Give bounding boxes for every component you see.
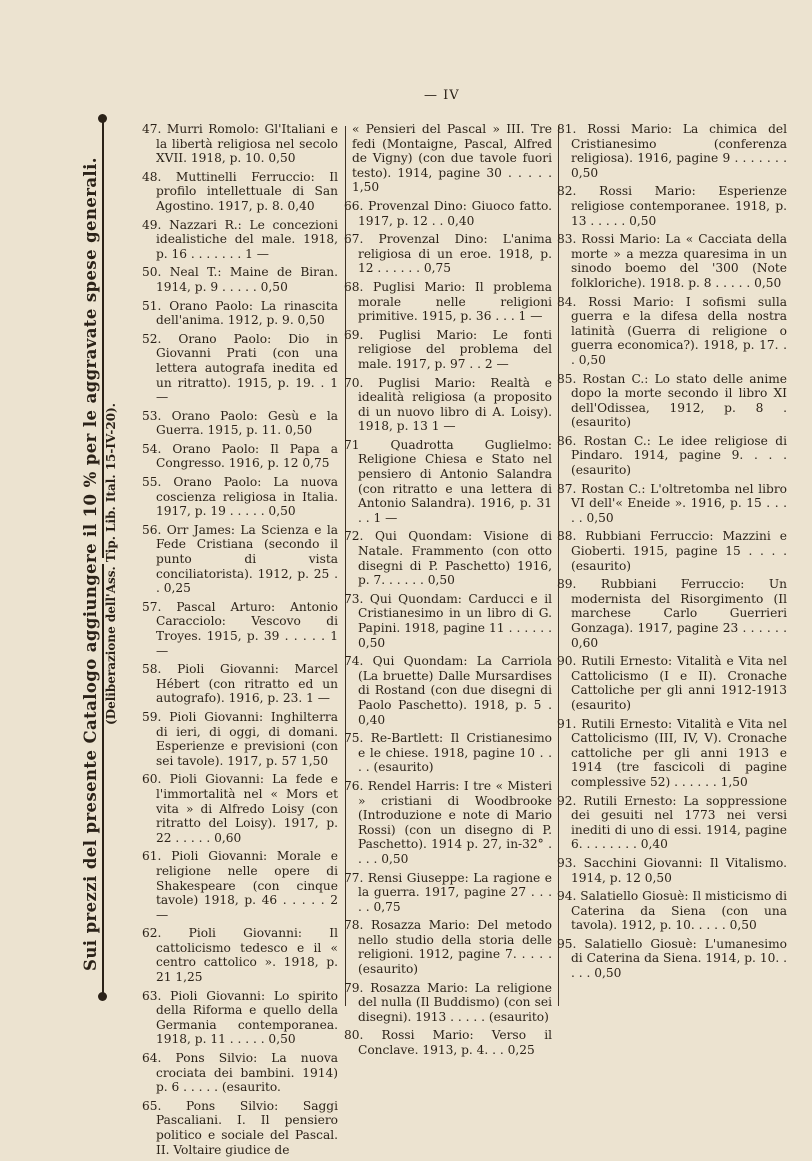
- catalog-entry: 92. Rutili Ernesto: La soppressione dei gesuiti nel 1773 nei versi inediti di uno di essi. 1914, pagine 6. . . . . . . . 0,40: [557, 793, 787, 852]
- catalog-entry: 73. Qui Quondam: Carducci e il Cristianesimo in un libro di G. Papini. 1918, pagine 11 . . . . . . 0,50: [344, 591, 552, 650]
- price-notice-band: [74, 112, 134, 1012]
- catalog-entry: 78. Rosazza Mario: Del metodo nello studio della storia delle religioni. 1912, pagine 7. . . . . (esaurito): [344, 918, 552, 977]
- catalog-entry: 50. Neal T.: Maine de Biran. 1914, p. 9 . . . . . 0,50: [142, 265, 338, 294]
- catalog-entry: 80. Rossi Mario: Verso il Conclave. 1913, p. 4. . . 0,25: [344, 1028, 552, 1058]
- catalog-entry: 57. Pascal Arturo: Antonio Caracciolo: Vescovo di Troyes. 1915, p. 39 . . . . . 1 —: [142, 599, 338, 658]
- price-notice: [80, 114, 128, 1014]
- catalog-entry: 68. Puglisi Mario: Il problema morale nelle religioni primitive. 1915, p. 36 . . . 1 —: [344, 279, 552, 324]
- catalog-entry: 55. Orano Paolo: La nuova coscienza religiosa in Italia. 1917, p. 19 . . . . . 0,50: [142, 475, 338, 519]
- catalog-entry: 69. Puglisi Mario: Le fonti religiose del problema del male. 1917, p. 97 . . 2 —: [344, 327, 552, 371]
- catalog-entry: 82. Rossi Mario: Esperienze religiose contemporanee. 1918, p. 13 . . . . . 0,50: [557, 184, 787, 228]
- catalog-entry: 94. Salatiello Giosuè: Il misticismo di Caterina da Siena (con una tavola). 1912, p. 10. . . . . 0,50: [557, 889, 787, 933]
- catalog-entry: 90. Rutili Ernesto: Vitalità e Vita nel Cattolicismo (I e II). Cronache Cattoliche per gli anni 1912-1913 (esaurito): [557, 654, 787, 712]
- catalog-entry: 93. Sacchini Giovanni: Il Vitalismo. 1914, p. 12 0,50: [557, 855, 787, 885]
- catalog-entry: 66. Provenzal Dino: Giuoco fatto. 1917, p. 12 . . 0,40: [344, 198, 552, 228]
- price-notice-main: Sui prezzi del presente Catalogo aggiungere il 10 % per le aggravate spese generali.: [81, 157, 100, 971]
- catalog-entry: 51. Orano Paolo: La rinascita dell'anima. 1912, p. 9. 0,50: [142, 298, 338, 328]
- catalog-entry: 64. Pons Silvio: La nuova crociata dei bambini. 1914) p. 6 . . . . . (esaurito.: [142, 1051, 338, 1095]
- catalog-entry: 52. Orano Paolo: Dio in Giovanni Prati (con una lettera autografa inedita ed un ritratto). 1915, p. 19. . 1 —: [142, 331, 338, 405]
- catalog-entry: 53. Orano Paolo: Gesù e la Guerra. 1915, p. 11. 0,50: [142, 408, 338, 438]
- catalog-entry: 56. Orr James: La Scienza e la Fede Cristiana (secondo il punto di vista conciliatorista). 1912, p. 25 . . 0,25: [142, 522, 338, 596]
- catalog-entry: 75. Re-Bartlett: Il Cristianesimo e le chiese. 1918, pagine 10 . . . . (esaurito): [344, 731, 552, 775]
- catalog-entry: 60. Pioli Giovanni: La fede e l'immortalità nel « Mors et vita » di Alfredo Loisy (con ritratto del Loisy). 1917, p. 22 . . . . . 0,60: [142, 772, 338, 845]
- catalog-entry: 88. Rubbiani Ferruccio: Mazzini e Gioberti. 1915, pagine 15 . . . . (esaurito): [557, 529, 787, 573]
- catalog-entry: 79. Rosazza Mario: La religione del nulla (Il Buddismo) (con sei disegni). 1913 . . . . . (esaurito): [344, 980, 552, 1024]
- catalog-entry: 61. Pioli Giovanni: Morale e religione nelle opere di Shakespeare (con cinque tavole) 1918, p. 46 . . . . . 2 —: [142, 849, 338, 922]
- catalog-entry: 86. Rostan C.: Le idee religiose di Pindaro. 1914, pagine 9. . . . (esaurito): [557, 433, 787, 478]
- catalog-column-3: [557, 122, 787, 985]
- catalog-entry: 48. Muttinelli Ferruccio: Il profilo intellettuale di San Agostino. 1917, p. 8. 0,40: [142, 169, 338, 213]
- catalog-entry: 71 Quadrotta Guglielmo: Religione Chiesa e Stato nel pensiero di Antonio Salandra (con ritratto e una lettera di Antonio Salandra). 1916, p. 31 . . 1 —: [344, 437, 552, 525]
- catalog-entry: 76. Rendel Harris: I tre « Misteri » cristiani di Woodbrooke (Introduzione e note di Mario Rossi) (con un disegno di P. Paschetto). 1914 p. 27, in-32° . . . . 0,50: [344, 778, 552, 866]
- catalog-columns: [142, 122, 788, 1157]
- catalog-entry: 54. Orano Paolo: Il Papa a Congresso. 1916, p. 12 0,75: [142, 441, 338, 471]
- catalog-column-1: [142, 122, 338, 1161]
- catalog-entry: 62. Pioli Giovanni: Il cattolicismo tedesco e il « centro cattolico ». 1918, p. 21 1,25: [142, 926, 338, 985]
- catalog-entry: 74. Qui Quondam: La Carriola (La bruette) Dalle Mursardises di Rostand (con due disegni di Paolo Paschetto). 1918, p. 5 . 0,40: [344, 654, 552, 727]
- page-number: — IV: [424, 88, 460, 103]
- price-notice-sub: (Deliberazione dell'Ass. Tip. Lib. Ital. 15-IV-20).: [104, 403, 118, 725]
- catalog-entry: 72. Qui Quondam: Visione di Natale. Frammento (con otto disegni di P. Paschetto) 1916, p. 7. . . . . . 0,50: [344, 529, 552, 588]
- catalog-entry: 70. Puglisi Mario: Realtà e idealità religiosa (a proposito di un nuovo libro di A. Loisy). 1918, p. 13 1 —: [344, 375, 552, 434]
- catalog-entry: 81. Rossi Mario: La chimica del Cristianesimo (conferenza religiosa). 1916, pagine 9 . . . . . . . 0,50: [557, 122, 787, 180]
- catalog-entry: 63. Pioli Giovanni: Lo spirito della Riforma e quello della Germania contemporanea. 1918, p. 11 . . . . . 0,50: [142, 988, 338, 1047]
- catalog-entry: 83. Rossi Mario: La « Cacciata della morte » a mezza quaresima in un sinodo boemo del '300 (Note folkloriche). 1918. p. 8 . . . . . 0,50: [557, 232, 787, 290]
- catalog-entry-continued: « Pensieri del Pascal » III. Tre fedi (Montaigne, Pascal, Alfred de Vigny) (con due tavole fuori testo). 1914, pagine 30 . . . . . 1,50: [352, 122, 552, 195]
- catalog-entry: 77. Rensi Giuseppe: La ragione e la guerra. 1917, pagine 27 . . . . . 0,75: [344, 870, 552, 914]
- catalog-entry: 49. Nazzari R.: Le concezioni idealistiche del male. 1918, p. 16 . . . . . . . 1 —: [142, 217, 338, 261]
- catalog-entry: 67. Provenzal Dino: L'anima religiosa di un eroe. 1918, p. 12 . . . . . . 0,75: [344, 232, 552, 276]
- catalog-entry: 59. Pioli Giovanni: Inghilterra di ieri, di oggi, di domani. Esperienze e previsioni (con sei tavole). 1917, p. 57 1,50: [142, 709, 338, 768]
- catalog-column-2: [344, 122, 552, 1062]
- catalog-entry: 87. Rostan C.: L'oltretomba nel libro VI dell'« Eneide ». 1916, p. 15 . . . . . 0,50: [557, 481, 787, 525]
- catalog-entry: 85. Rostan C.: Lo stato delle anime dopo la morte secondo il libro XI dell'Odissea, 1912, p. 8 . (esaurito): [557, 371, 787, 430]
- catalog-entry: 95. Salatiello Giosuè: L'umanesimo di Caterina da Siena. 1914, p. 10. . . . . 0,50: [557, 936, 787, 981]
- catalog-entry: 91. Rutili Ernesto: Vitalità e Vita nel Cattolicismo (III, IV, V). Cronache cattoliche per gli anni 1913 e 1914 (tre fascicoli di pagine complessive 52) . . . . . . 1,50: [557, 716, 787, 789]
- catalog-entry: 84. Rossi Mario: I sofismi sulla guerra e la difesa della nostra latinità (Guerra di religione o guerra economica?). 1918, p. 17. . . 0,50: [557, 294, 787, 367]
- catalog-entry: 47. Murri Romolo: Gl'Italiani e la libertà religiosa nel secolo XVII. 1918, p. 10. 0,50: [142, 122, 338, 166]
- catalog-entry: 58. Pioli Giovanni: Marcel Hébert (con ritratto ed un autografo). 1916, p. 23. 1 —: [142, 662, 338, 706]
- catalog-entry: 89. Rubbiani Ferruccio: Un modernista del Risorgimento (Il marchese Carlo Guerrieri Gonzaga). 1917, pagine 23 . . . . . . 0,60: [557, 577, 787, 650]
- catalog-entry: 65. Pons Silvio: Saggi Pascaliani. I. Il pensiero politico e sociale del Pascal. II. Voltaire giudice de: [142, 1098, 338, 1157]
